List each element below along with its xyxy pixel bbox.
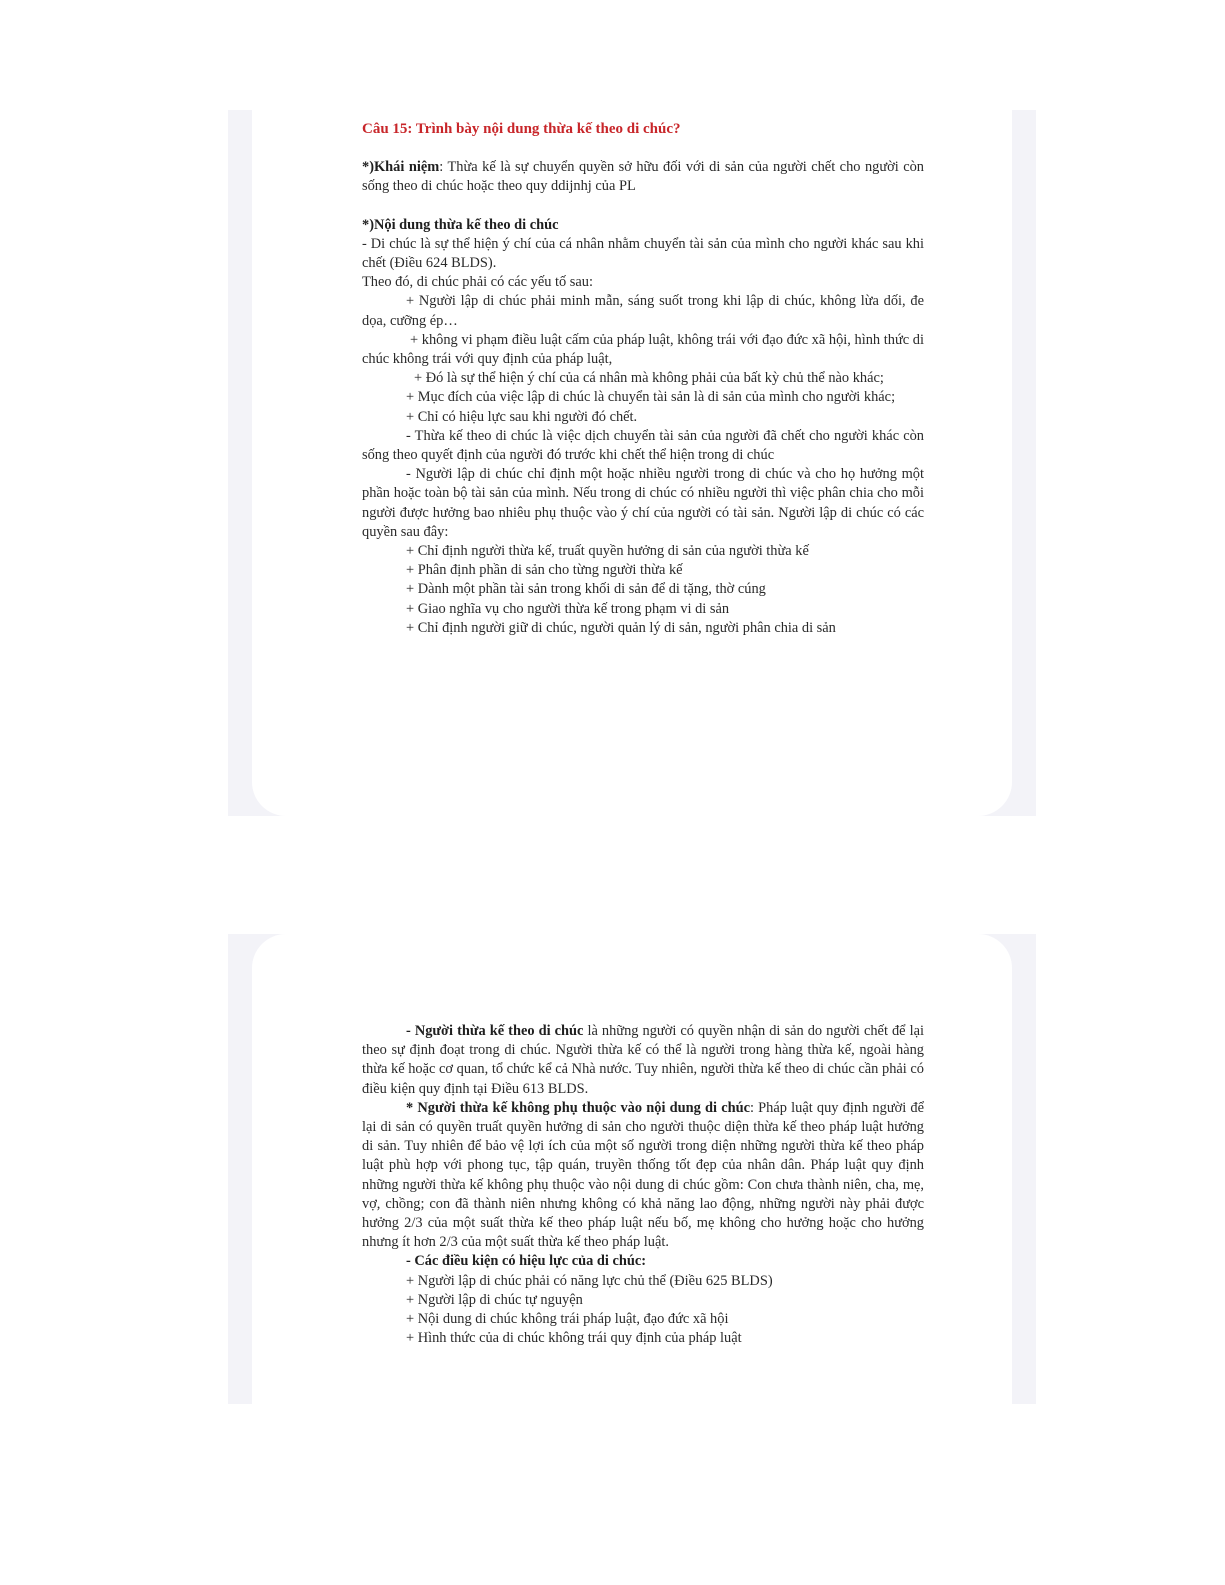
heirs-label: - Người thừa kế theo di chúc (406, 1023, 584, 1039)
element-5: + Chỉ có hiệu lực sau khi người đó chết. (406, 408, 638, 425)
list-item: + Chỉ định người giữ di chúc, người quản lý di sản, người phân chia di sản (406, 619, 836, 636)
section-heading: *)Nội dung thừa kế theo di chúc (362, 216, 559, 233)
concept-text: : Thừa kế là sự chuyển quyền sở hữu đối với di sản của người chết cho người còn sống theo di chúc hoặc theo quy ddijnhj của PL (362, 159, 924, 195)
elements-intro: Theo đó, di chúc phải có các yếu tố sau: (362, 274, 593, 291)
list-item: + Người lập di chúc phải có năng lực chủ thể (Điều 625 BLDS) (406, 1272, 773, 1289)
page-2-content (362, 1022, 924, 1348)
conditions-list (362, 1272, 924, 1349)
list-item: + Nội dung di chúc không trái pháp luật, đạo đức xã hội (406, 1311, 729, 1328)
heirs-text: là những người có quyền nhận di sản do người chết để lại theo sự định đoạt trong di chúc. Người thừa kế có thể là người trong hàng thừa kế, ngoài hàng thừa kế hoặc cơ quan, tổ chức kể cả Nhà nước. Tuy nhiên, người thừa kế theo di chúc cần phải có điều kiện quy định tại Điều 613 BLDS. (362, 1023, 925, 1097)
concept-label: *)Khái niệm (362, 159, 440, 176)
list-item: + Giao nghĩa vụ cho người thừa kế trong phạm vi di sản (406, 600, 730, 617)
independent-heirs-text: : Pháp luật quy định người để lại di sản có quyền truất quyền hưởng di sản cho người thuộc diện thừa kế theo pháp luật hưởng di sản. Tuy nhiên để bảo vệ lợi ích của một số người trong diện những người thừa kế theo pháp luật phù hợp với phong tục, tập quán, truyền thống tốt đẹp của nhân dân. Pháp luật quy định những người thừa kế không phụ thuộc vào nội dung di chúc gồm: Con chưa thành niên, cha, mẹ, vợ, chồng; con đã thành niên nhưng không có khả năng lao động, những người này phải được hưởng 2/3 của một suất thừa kế theo pháp luật nếu bố, mẹ không cho hưởng hoặc cho hưởng nhưng ít hơn 2/3 của một suất thừa kế theo pháp luật. (362, 1099, 924, 1251)
transfer-paragraph: - Thừa kế theo di chúc là việc dịch chuyển tài sản của người đã chết cho người khác còn sống theo quyết định của người đó trước khi chết thể hiện trong di chúc (362, 427, 924, 464)
element-4: + Mục đích của việc lập di chúc là chuyển tài sản là di sản của mình cho người khác; (406, 389, 896, 406)
list-item: + Chỉ định người thừa kế, truất quyền hưởng di sản của người thừa kế (406, 543, 809, 560)
page-1-paper (252, 110, 1012, 816)
list-item: + Phân định phần di sản cho từng người thừa kế (406, 562, 683, 579)
page-1-card (228, 110, 1036, 816)
testator-paragraph: - Người lập di chúc chỉ định một hoặc nhiều người trong di chúc và cho họ hưởng một phần hoặc toàn bộ tài sản của mình. Nếu trong di chúc có nhiều người thì việc phân chia cho mỗi người được hưởng bao nhiêu phụ thuộc vào ý chí của người có tài sản. Người lập di chúc có các quyền sau đây: (362, 466, 924, 540)
page-2-card (228, 934, 1036, 1404)
heirs-paragraph (362, 1022, 924, 1099)
list-item: + Dành một phần tài sản trong khối di sản để di tặng, thờ cúng (406, 581, 766, 598)
list-item: + Hình thức của di chúc không trái quy định của pháp luật (406, 1330, 742, 1347)
independent-heirs-paragraph (362, 1099, 924, 1253)
rights-list (362, 542, 924, 638)
page-2-paper (252, 934, 1012, 1404)
question-title: Câu 15: Trình bày nội dung thừa kế theo di chúc? (362, 121, 681, 137)
definition-paragraph: - Di chúc là sự thể hiện ý chí của cá nhân nhằm chuyển tài sản của mình cho người khác sau khi chết (Điều 624 BLDS). (362, 235, 924, 272)
independent-heirs-label: * Người thừa kế không phụ thuộc vào nội dung di chúc (406, 1099, 750, 1116)
element-2: + không vi phạm điều luật cấm của pháp luật, không trái với đạo đức xã hội, hình thức di chúc không trái với quy định của pháp luật, (362, 331, 924, 368)
list-item: + Người lập di chúc tự nguyện (406, 1291, 583, 1308)
element-3: + Đó là sự thể hiện ý chí của cá nhân mà không phải của bất kỳ chủ thể nào khác; (414, 370, 884, 387)
page-1-content (362, 120, 924, 638)
element-1: + Người lập di chúc phải minh mẫn, sáng suốt trong khi lập di chúc, không lừa dối, đe dọa, cưỡng ép… (362, 293, 924, 329)
conditions-heading: - Các điều kiện có hiệu lực của di chúc: (406, 1253, 647, 1270)
concept-paragraph (362, 158, 924, 196)
